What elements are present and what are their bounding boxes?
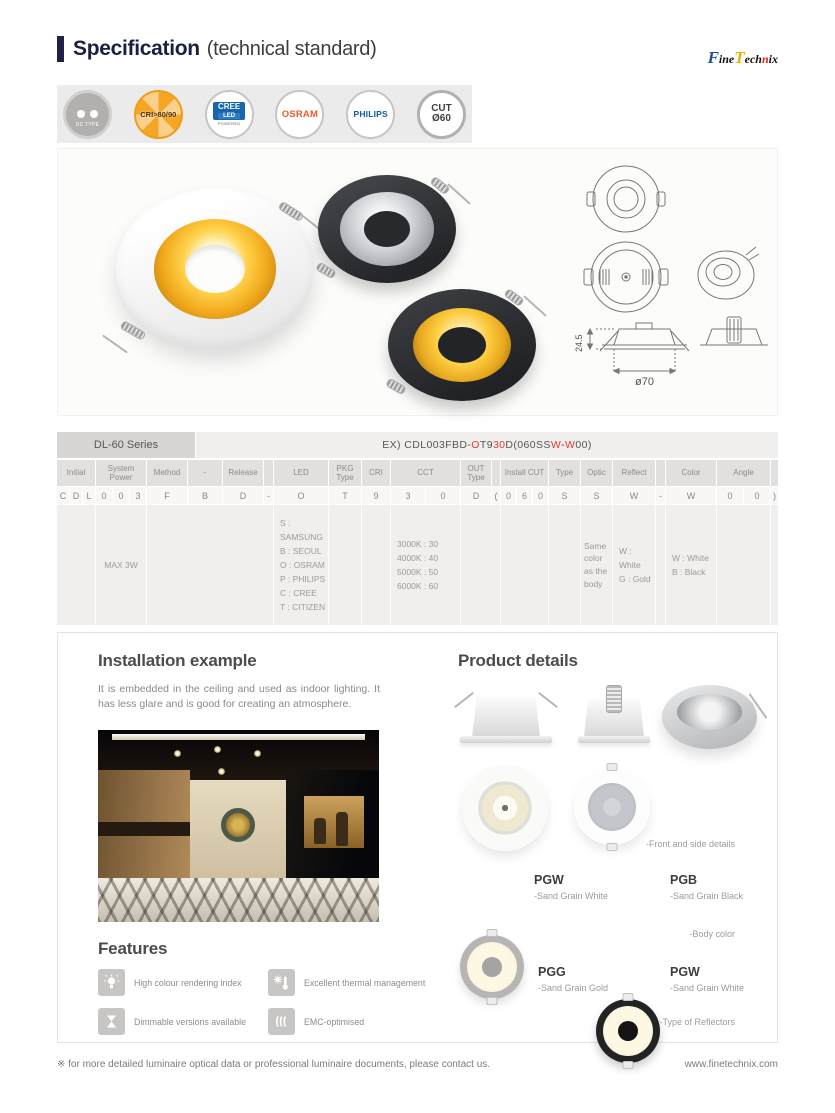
spring-clip-icon — [606, 685, 622, 713]
pgb-body-image — [596, 999, 660, 1063]
spring-clip-icon — [503, 288, 524, 307]
downlight-black-gold-photo — [388, 289, 536, 401]
code-cell: C — [57, 487, 69, 504]
code-cell: S — [581, 487, 612, 504]
column-header: CCT — [391, 460, 460, 486]
spring-clip-icon — [278, 201, 305, 222]
emc-waves-icon — [268, 1008, 295, 1035]
logo-ine: ine — [718, 52, 735, 66]
table-header-row — [57, 460, 778, 486]
column-header: Install CUT — [501, 460, 548, 486]
code-cell: ( — [492, 487, 500, 504]
code-cell: L — [83, 487, 95, 504]
logo-ech: ech — [744, 52, 762, 66]
column-header: Method — [147, 460, 187, 486]
column-header: - — [188, 460, 222, 486]
dc-pin-icon — [77, 110, 85, 118]
note-led-options: S : SAMSUNG B : SEOUL O : OSRAM P : PHILIPS C : CREE T : CITIZEN — [274, 505, 328, 625]
logo-f: F — [707, 48, 719, 67]
note-reflect-options: W : White G : Gold — [613, 505, 655, 625]
code-cell: W — [613, 487, 655, 504]
installation-heading: Installation example — [98, 651, 257, 670]
page-subtitle: (technical standard) — [206, 37, 377, 60]
dc-pin-icon — [90, 110, 98, 118]
spring-clip-icon — [119, 320, 146, 341]
technical-drawings — [556, 159, 774, 407]
code-cell: S — [549, 487, 580, 504]
table-title-row — [57, 432, 778, 458]
column-header: OUT Type — [461, 460, 491, 486]
table-code-row — [57, 487, 778, 504]
dc-type-badge — [63, 90, 112, 139]
render-front-view-open — [462, 765, 548, 851]
code-cell: O — [274, 487, 328, 504]
column-header: Reflect — [613, 460, 655, 486]
cree-badge — [205, 90, 254, 139]
column-header: PKG Type — [329, 460, 361, 486]
philips-badge — [346, 90, 395, 139]
downlight-black-silver-photo — [318, 175, 456, 283]
column-header — [771, 460, 778, 486]
column-header — [492, 460, 500, 486]
column-header: Release — [223, 460, 263, 486]
code-cell: W — [666, 487, 716, 504]
code-cell: F — [147, 487, 187, 504]
downlight-glow-icon — [254, 750, 261, 757]
ordering-code-table — [57, 432, 778, 626]
column-header: Optic — [581, 460, 612, 486]
code-cell: 0 — [533, 487, 548, 504]
note-cct-options: 3000K : 30 4000K : 40 5000K : 50 6000K : 60 — [391, 505, 460, 625]
cri-label: CRI>80/90 — [140, 109, 177, 119]
cut-label: CUT — [431, 102, 452, 114]
column-header: System Power — [96, 460, 146, 486]
pgw-body-image — [460, 935, 524, 999]
code-cell: 3 — [130, 487, 146, 504]
code-cell: D — [223, 487, 263, 504]
column-header: Type — [549, 460, 580, 486]
logo-n: n — [761, 52, 769, 66]
column-header — [656, 460, 665, 486]
code-cell: 3 — [391, 487, 425, 504]
diameter-dimension-label: ø70 — [635, 376, 654, 388]
footer-note: ※ for more detailed luminaire optical data or professional luminaire documents, please contact us. — [57, 1059, 491, 1070]
column-header: CRI — [362, 460, 390, 486]
cut-60-badge — [417, 90, 466, 139]
logo-t: T — [734, 48, 745, 67]
product-details-heading: Product details — [458, 651, 578, 670]
feature-item: Dimmable versions available — [98, 1008, 248, 1035]
code-cell: 0 — [113, 487, 129, 504]
page-title: Specification — [73, 37, 200, 60]
spring-clip-icon — [315, 262, 337, 280]
column-header: Color — [666, 460, 716, 486]
finetechnix-logo — [708, 48, 778, 68]
code-cell: 9 — [362, 487, 390, 504]
code-cell: - — [656, 487, 665, 504]
cri-badge — [134, 90, 183, 139]
hourglass-icon — [98, 1008, 125, 1035]
spring-clip-icon — [385, 378, 407, 396]
height-dimension-label: 24.5 — [574, 334, 584, 352]
note-system-power: MAX 3W — [96, 505, 146, 625]
feature-item: Excellent thermal management — [268, 969, 425, 996]
note-color-options: W : White B : Black — [666, 505, 716, 625]
feature-item: High colour rendering index — [98, 969, 248, 996]
page-header — [57, 36, 376, 62]
philips-label: PHILIPS — [353, 109, 388, 119]
features-list — [98, 969, 425, 1035]
code-cell: - — [264, 487, 273, 504]
render-side-view-2 — [578, 693, 650, 743]
code-cell: 0 — [717, 487, 743, 504]
osram-label: OSRAM — [281, 108, 319, 120]
render-angled-view — [662, 685, 757, 749]
column-header: Angle — [717, 460, 770, 486]
code-cell: B — [188, 487, 222, 504]
series-name: DL-60 Series — [57, 432, 195, 458]
table-notes-row — [57, 505, 778, 625]
logo-ix: ix — [768, 52, 778, 66]
cree-powered-text: POWERED — [217, 121, 241, 127]
code-cell: 6 — [517, 487, 532, 504]
table-example-code: EX) CDL003FBD- O T9 30 D(060SS W - W 00) — [196, 432, 778, 458]
cut-diameter-label: Ø60 — [432, 113, 451, 124]
column-header: Initial — [57, 460, 95, 486]
pgw-body-label: PGW -Sand Grain White — [534, 873, 609, 901]
pgw-reflector-label: PGW -Sand Grain White — [670, 965, 745, 993]
installation-text: It is embedded in the ceiling and used as indoor lighting. It has less glare and is good for creating an atmosphere. — [98, 683, 380, 711]
pgg-reflector-label: PGG -Sand Grain Gold — [538, 965, 609, 993]
cree-led-text: LED — [218, 113, 240, 120]
downlight-glow-icon — [214, 746, 221, 753]
render-front-view-ring — [574, 769, 650, 845]
code-cell: D — [70, 487, 82, 504]
bulb-icon — [98, 969, 125, 996]
code-cell: 0 — [426, 487, 460, 504]
caption-body-color: -Body color — [689, 929, 735, 939]
installation-photo — [98, 730, 379, 922]
downlight-glow-icon — [218, 768, 225, 775]
code-cell: T — [329, 487, 361, 504]
details-section — [57, 632, 778, 1043]
column-header — [264, 460, 273, 486]
thermal-icon — [268, 969, 295, 996]
title-accent-bar — [57, 36, 64, 62]
cree-logo — [213, 102, 245, 120]
note-optic: Same color as the body — [581, 505, 612, 625]
osram-badge — [275, 90, 324, 139]
code-cell: 0 — [96, 487, 112, 504]
code-cell: ) — [771, 487, 778, 504]
product-showcase — [57, 148, 778, 416]
feature-item: EMC-optimised — [268, 1008, 425, 1035]
downlight-glow-icon — [174, 750, 181, 757]
code-cell: D — [461, 487, 491, 504]
pgb-body-label: PGB -Sand Grain Black — [670, 873, 744, 901]
code-cell: 0 — [744, 487, 770, 504]
column-header: LED — [274, 460, 328, 486]
caption-type-of-reflectors: -Type of Reflectors — [659, 1017, 735, 1027]
downlight-white-gold-photo — [116, 189, 314, 349]
wall-ornament — [221, 808, 255, 842]
certification-badges — [57, 85, 472, 143]
dc-type-label: DC TYPE — [75, 121, 100, 128]
footer-website-link[interactable]: www.finetechnix.com — [684, 1059, 778, 1070]
render-side-view-1 — [460, 691, 552, 743]
cree-text: CREE — [217, 101, 241, 111]
features-heading: Features — [98, 939, 168, 958]
caption-front-side-details: -Front and side details — [645, 839, 735, 849]
code-cell: 0 — [501, 487, 516, 504]
